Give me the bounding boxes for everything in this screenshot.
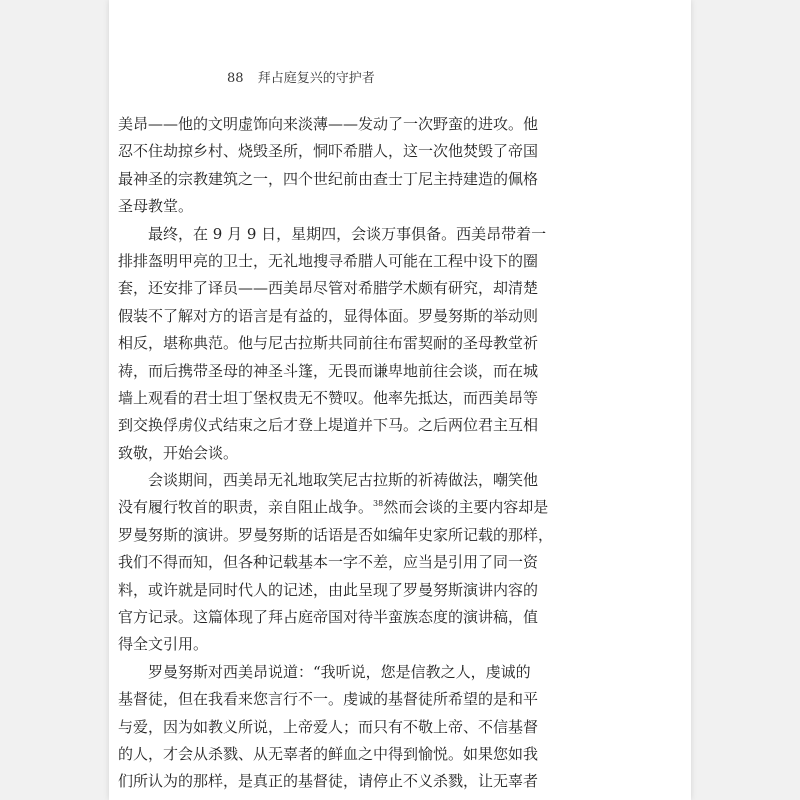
text-line: 罗曼努斯的演讲。罗曼努斯的话语是否如编年史家所记载的那样， (118, 525, 554, 544)
text-line: 最神圣的宗教建筑之一，四个世纪前由查士丁尼主持建造的佩格 (118, 169, 539, 188)
text-line: 祷，而后携带圣母的神圣斗篷，无畏而谦卑地前往会谈，而在城 (118, 361, 539, 380)
text-line: 套，还安排了译员——西美昂尽管对希腊学术颇有研究，却清楚 (118, 279, 539, 298)
page-number: 88 (227, 71, 244, 86)
text-line-head: 没有履行牧首的职责，亲自阻止战争。 (118, 498, 374, 517)
text-line: 墙上观看的君士坦丁堡权贵无不赞叹。他率先抵达，而西美昂等 (118, 388, 539, 407)
text-line: 相反，堪称典范。他与尼古拉斯共同前往布雷契耐的圣母教堂祈 (118, 334, 539, 353)
text-line: 的人，才会从杀戮、从无辜者的鲜血之中得到愉悦。如果您如我 (118, 744, 539, 763)
text-line: 官方记录。这篇体现了拜占庭帝国对待半蛮族态度的演讲稿，值 (118, 608, 539, 627)
text-line-tail: 然而会谈的主要内容却是 (383, 498, 549, 517)
text-line: 美昂——他的文明虚饰向来淡薄——发动了一次野蛮的进攻。他 (118, 115, 539, 133)
text-line: 圣母教堂。 (118, 197, 194, 216)
text-line: 假装不了解对方的语言是有益的，显得体面。罗曼努斯的举动则 (118, 306, 539, 325)
text-line: 忍不住劫掠乡村、烧毁圣所，恫吓希腊人，这一次他焚毁了帝国 (118, 142, 539, 161)
paragraph (118, 659, 539, 796)
text-line: 基督徒，但在我看来您言行不一。虔诚的基督徒所希望的是和平 (118, 690, 539, 709)
paragraph (118, 221, 547, 468)
text-line: 罗曼努斯对西美昂说道：“我听说，您是信教之人，虔诚的 (148, 662, 531, 681)
running-header (227, 67, 375, 86)
footnote-ref[interactable]: 38 (373, 499, 384, 509)
text-line: 会谈期间，西美昂无礼地取笑尼古拉斯的祈祷做法，嘲笑他 (148, 471, 539, 490)
text-line: 最终，在 9 月 9 日，星期四，会谈万事俱备。西美昂带着一 (148, 224, 547, 243)
text-line (118, 494, 549, 521)
paragraph (118, 467, 554, 659)
text-line: 致敬，开始会谈。 (118, 443, 239, 462)
text-line: 得全文引用。 (118, 635, 209, 654)
paragraph (118, 111, 539, 221)
text-line: 到交换俘虏仪式结束之后才登上堤道并下马。之后两位君主互相 (118, 416, 539, 435)
body-text (118, 111, 554, 796)
text-line: 们所认为的那样，是真正的基督徒，请停止不义杀戮，让无辜者 (118, 772, 539, 791)
text-line: 料，或许就是同时代人的记述，由此呈现了罗曼努斯演讲内容的 (118, 580, 539, 599)
text-line: 与爱，因为如教义所说，上帝爱人；而只有不敬上帝、不信基督 (118, 717, 539, 736)
text-line: 我们不得而知，但各种记载基本一字不差，应当是引用了同一资 (118, 553, 539, 572)
text-line: 排排盔明甲亮的卫士，无礼地搜寻希腊人可能在工程中设下的圈 (118, 251, 539, 270)
running-title: 拜占庭复兴的守护者 (257, 71, 375, 86)
